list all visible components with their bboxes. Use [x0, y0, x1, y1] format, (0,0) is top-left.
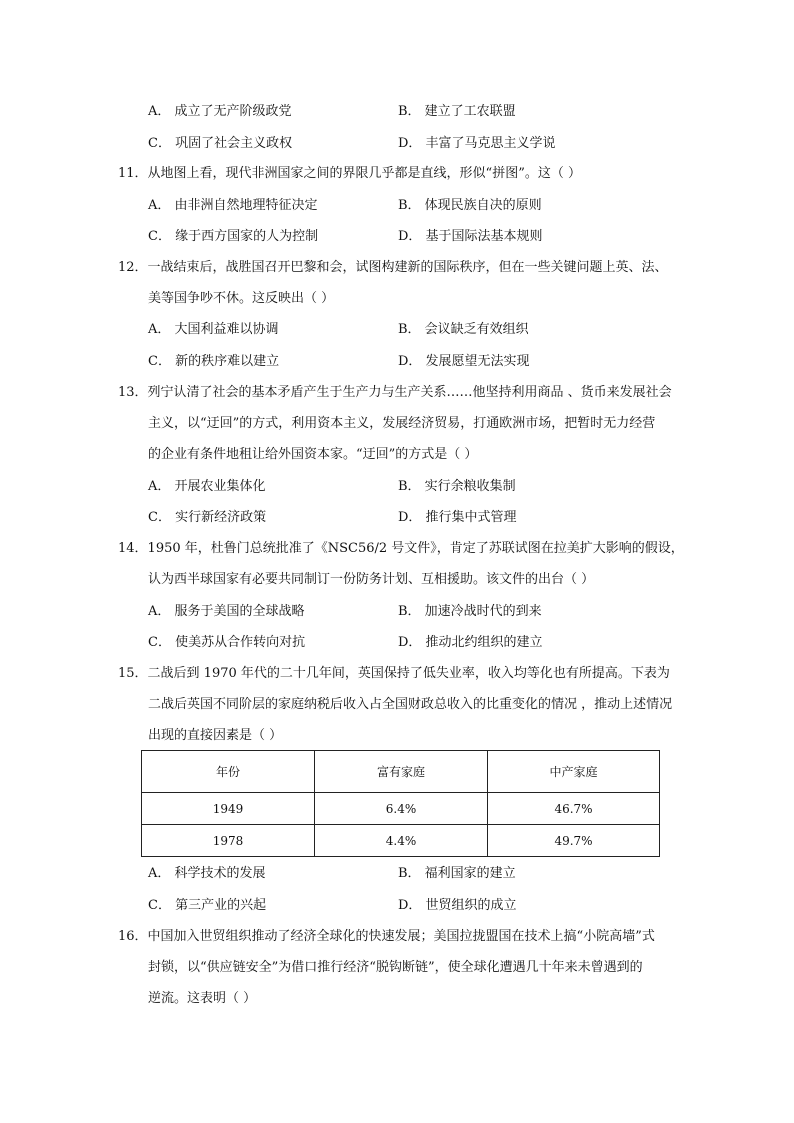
- q15-stem-line-3: 出现的直接因素是（ ）: [148, 728, 283, 743]
- q11-option-b: B． 体现民族自决的原则: [398, 198, 542, 213]
- q16-stem-line-1: 16．中国加入世贸组织推动了经济全球化的快速发展；美国拉拢盟国在技术上搞“小院高墙”式: [118, 929, 655, 944]
- table-cell: 49.7%: [488, 825, 660, 857]
- income-share-table: [141, 750, 660, 857]
- q13-stem-line-1: 13．列宁认清了社会的基本矛盾产生于生产力与生产关系……他坚持利用商品 、货币来发展社会: [118, 385, 672, 400]
- q15-stem-line-1: 15．二战后到 1970 年代的二十几年间，英国保持了低失业率，收入均等化也有所提高。下表为: [118, 666, 670, 681]
- q12-option-b: B． 会议缺乏有效组织: [398, 322, 529, 337]
- q13-option-a: A． 开展农业集体化: [148, 479, 266, 494]
- table-cell: 46.7%: [488, 793, 660, 825]
- q10-option-a: A． 成立了无产阶级政党: [148, 104, 292, 119]
- table-header-year: 年份: [142, 751, 315, 793]
- q14-option-c: C． 使美苏从合作转向对抗: [148, 635, 306, 650]
- table-header-wealthy: 富有家庭: [315, 751, 488, 793]
- q13-option-b: B． 实行余粮收集制: [398, 479, 516, 494]
- q13-option-c: C． 实行新经济政策: [148, 510, 267, 525]
- q11-stem: 11．从地图上看，现代非洲国家之间的界限几乎都是直线，形似“拼图”。这（ ）: [118, 166, 581, 181]
- q15-option-b: B． 福利国家的建立: [398, 866, 516, 881]
- q10-option-c: C． 巩固了社会主义政权: [148, 136, 293, 151]
- q14-stem-line-2: 认为西半球国家有必要共同制订一份防务计划、互相援助。该文件的出台（ ）: [148, 572, 595, 587]
- q16-stem-line-2: 封锁，以“供应链安全”为借口推行经济“脱钩断链”，使全球化遭遇几十年来未曾遇到的: [148, 960, 643, 975]
- table-cell: 6.4%: [315, 793, 488, 825]
- q11-option-c: C． 缘于西方国家的人为控制: [148, 229, 319, 244]
- q15-option-d: D． 世贸组织的成立: [398, 898, 517, 913]
- q11-option-d: D． 基于国际法基本规则: [398, 229, 543, 244]
- q11-option-a: A． 由非洲自然地理特征决定: [148, 198, 318, 213]
- table-cell: 1949: [142, 793, 315, 825]
- q13-option-d: D． 推行集中式管理: [398, 510, 517, 525]
- q12-option-a: A． 大国利益难以协调: [148, 322, 279, 337]
- q13-stem-line-3: 的企业有条件地租让给外国资本家。“迂回”的方式是（ ）: [148, 447, 478, 462]
- q13-stem-line-2: 主义，以“迂回”的方式，利用资本主义，发展经济贸易，打通欧洲市场，把暂时无力经营: [148, 416, 656, 431]
- q16-stem-line-3: 逆流。这表明（ ）: [148, 991, 257, 1006]
- q12-option-c: C． 新的秩序难以建立: [148, 354, 280, 369]
- table-row: [142, 793, 660, 825]
- q10-option-d: D． 丰富了马克思主义学说: [398, 136, 556, 151]
- q12-option-d: D． 发展愿望无法实现: [398, 354, 530, 369]
- q12-stem-line-1: 12．一战结束后，战胜国召开巴黎和会，试图构建新的国际秩序，但在一些关键问题上英、法、: [118, 260, 668, 275]
- table-cell: 1978: [142, 825, 315, 857]
- q15-option-a: A． 科学技术的发展: [148, 866, 266, 881]
- q14-option-d: D． 推动北约组织的建立: [398, 635, 543, 650]
- q14-stem-line-1: 14．1950 年，杜鲁门总统批准了《NSC56/2 号文件》，肯定了苏联试图在拉美扩大影响的假设，: [118, 541, 684, 556]
- table-row: [142, 825, 660, 857]
- q12-stem-line-2: 美等国争吵不休。这反映出（ ）: [148, 291, 335, 306]
- table-cell: 4.4%: [315, 825, 488, 857]
- q15-option-c: C． 第三产业的兴起: [148, 898, 267, 913]
- table-header-middle: 中产家庭: [488, 751, 660, 793]
- q14-option-b: B． 加速冷战时代的到来: [398, 604, 542, 619]
- q14-option-a: A． 服务于美国的全球战略: [148, 604, 305, 619]
- q15-stem-line-2: 二战后英国不同阶层的家庭纳税后收入占全国财政总收入的比重变化的情况 ，推动上述情况: [148, 697, 673, 712]
- table-header-row: [142, 751, 660, 793]
- q10-option-b: B． 建立了工农联盟: [398, 104, 516, 119]
